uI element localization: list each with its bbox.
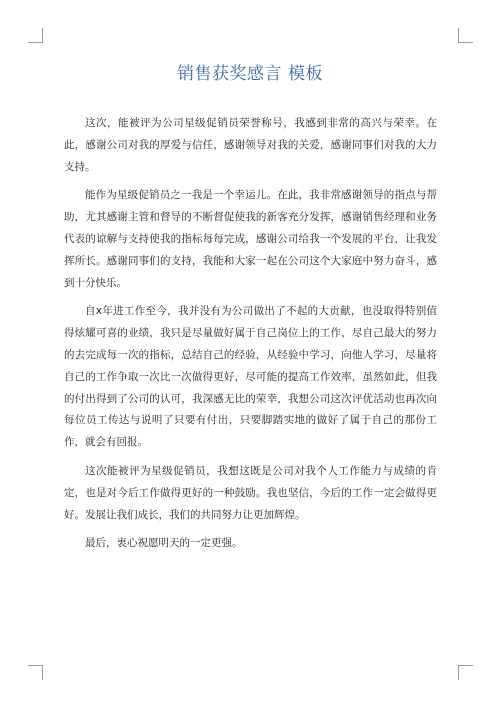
document-title: 销售获奖感言 模板: [177, 64, 323, 84]
crop-mark-top-right: [458, 28, 473, 43]
paragraph-4: 这次能被评为星级促销员，我想这既是公司对我个人工作能力与成绩的肯定，也是对今后工作做得更好的一种鼓励。我也坚信，今后的工作一定会做得更好。发展让我们成长，我们的共同努力让更加辉煌。: [64, 464, 437, 521]
crop-mark-bottom-left: [28, 665, 43, 680]
crop-mark-bottom-right: [458, 665, 473, 680]
crop-mark-top-left: [28, 28, 43, 43]
paragraph-2: 能作为星级促销员之一我是一个幸运儿。在此，我非常感谢领导的指点与帮助，尤其感谢主管和督导的不断督促使我的新客充分发挥，感谢销售经理和业务代表的谅解与支持使我的指标每每完成，感谢公司给我一个发展的平台，让我发挥所长。感谢同事们的支持，我能和大家一起在公司这个大家庭中努力奋斗，感到十分快乐。: [64, 189, 437, 289]
document-body: [64, 113, 437, 562]
paragraph-5: 最后，衷心祝愿明天的一定更强。: [85, 537, 243, 550]
paragraph-3: 自x年进工作至今，我并没有为公司做出了不起的大贡献，也没取得特别值得炫耀可喜的业绩，我只是尽量做好属于自己岗位上的工作，尽自己最大的努力的去完成每一次的指标，总结自己的经验，从经验中学习，向他人学习，尽量将自己的工作争取一次比一次做得更好，尽可能的提高工作效率，虽然如此，但我的付出得到了公司的认可，我深感无比的荣幸，我想公司这次评优活动也再次向每位员工传达与说明了只要有付出，只要脚踏实地的做好了属于自己的那份工作，就会有回报。: [64, 305, 437, 449]
paragraph-1: 这次，能被评为公司星级促销员荣誉称号，我感到非常的高兴与荣幸。在此，感谢公司对我的厚爱与信任，感谢领导对我的关爱，感谢同事们对我的大力支持。: [64, 117, 437, 173]
